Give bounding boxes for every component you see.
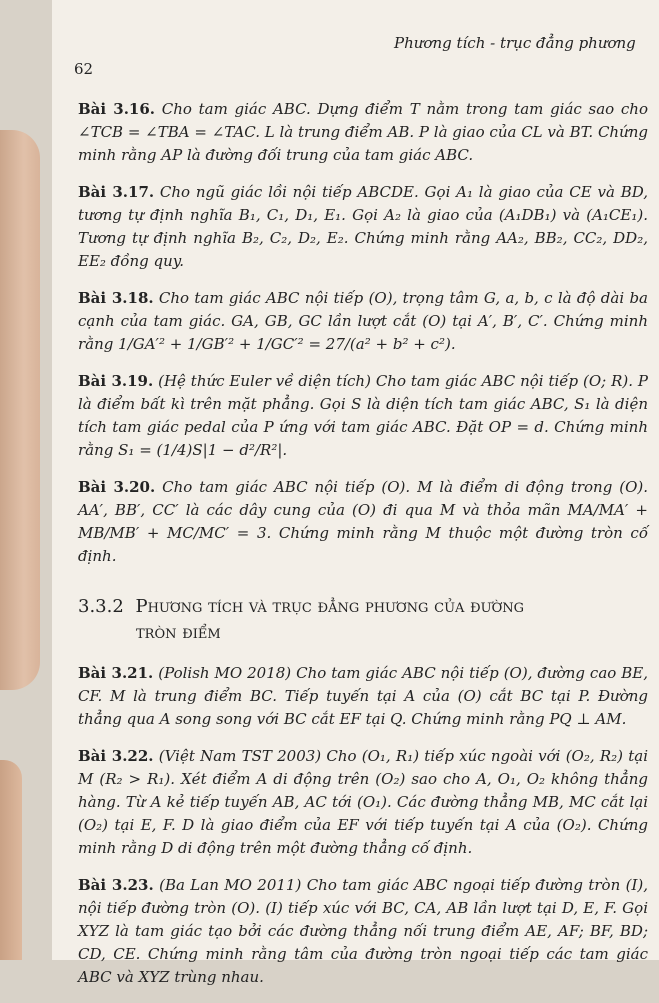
problem-text: (Hệ thức Euler về diện tích) Cho tam giác ABC nội tiếp (O; R). P là điểm bất kì trên mặt phẳng. Gọi S là diện tích tam giác ABC, S₁ là diện tích tam giác pedal của P ứng với tam giác ABC. Đặt OP = d. Chứng minh rằng S₁ = (1/4)S|1 − d²/R²|. (78, 372, 648, 459)
problem-label: Bài 3.20. (78, 478, 156, 496)
problem-3-19 (78, 370, 648, 462)
problem-label: Bài 3.16. (78, 100, 156, 118)
section-number: 3.3.2 (78, 596, 124, 617)
problem-text: Cho tam giác ABC nội tiếp (O), trọng tâm G, a, b, c là độ dài ba cạnh của tam giác. GA, GB, GC lần lượt cắt (O) tại A′, B′, C′. Chứng minh rằng 1/GA′² + 1/GB′² + 1/GC′² = 27/(a² + b² + c²). (78, 289, 648, 353)
problem-label: Bài 3.17. (78, 183, 155, 201)
problem-3-20 (78, 476, 648, 568)
problem-text: (Việt Nam TST 2003) Cho (O₁, R₁) tiếp xúc ngoài với (O₂, R₂) tại M (R₂ > R₁). Xét điểm A di động trên (O₂) sao cho A, O₁, O₂ không thẳng hàng. Từ A kẻ tiếp tuyến AB, AC tới (O₁). Các đường thẳng MB, MC cắt lại (O₂) tại E, F. D là giao điểm của EF với tiếp tuyến tại A của (O₂). Chứng minh rằng D di động trên một đường thẳng cố định. (78, 747, 648, 857)
problem-text: (Polish MO 2018) Cho tam giác ABC nội tiếp (O), đường cao BE, CF. M là trung điểm BC. Tiếp tuyến tại A của (O) cắt BC tại P. Đường thẳng qua A song song với BC cắt EF tại Q. Chứng minh rằng PQ ⊥ AM. (78, 664, 648, 728)
problem-label: Bài 3.21. (78, 664, 154, 682)
problem-3-17 (78, 181, 648, 273)
problem-3-18 (78, 287, 648, 356)
problem-text: Cho tam giác ABC nội tiếp (O). M là điểm di động trong (O). AA′, BB′, CC′ là các dây cung của (O) đi qua M và thỏa mãn MA/MA′ + MB/MB′ + MC/MC′ = 3. Chứng minh rằng M thuộc một đường tròn cố định. (78, 478, 648, 565)
section-title-line1: Phương tích và trục đẳng phương của đường (135, 596, 525, 617)
problem-label: Bài 3.19. (78, 372, 154, 390)
book-page (52, 0, 659, 986)
problem-label: Bài 3.22. (78, 747, 154, 765)
running-header: Phương tích - trục đẳng phương (394, 34, 636, 52)
problem-text: Cho ngũ giác lồi nội tiếp ABCDE. Gọi A₁ là giao của CE và BD, tương tự định nghĩa B₁, C₁, D₁, E₁. Gọi A₂ là giao của (A₁DB₁) và (A₁CE₁). Tương tự định nghĩa B₂, C₂, D₂, E₂. Chứng minh rằng AA₂, BB₂, CC₂, DD₂, EE₂ đồng quy. (78, 183, 648, 270)
problem-3-16 (78, 98, 648, 167)
page-number: 62 (74, 60, 94, 78)
problem-3-22 (78, 745, 648, 860)
problem-label: Bài 3.23. (78, 876, 154, 894)
problem-3-23 (78, 874, 648, 989)
page-body (78, 98, 648, 1003)
problem-3-21 (78, 662, 648, 731)
thumb-holding-page (0, 760, 22, 960)
problem-label: Bài 3.18. (78, 289, 154, 307)
finger-holding-page (0, 130, 40, 690)
problem-text: Cho tam giác ABC. Dựng điểm T nằm trong tam giác sao cho ∠TCB = ∠TBA = ∠TAC. L là trung điểm AB. P là giao của CL và BT. Chứng minh rằng AP là đường đối trung của tam giác ABC. (78, 100, 649, 164)
section-title-line2: tròn điểm (136, 622, 221, 643)
problem-text: (Ba Lan MO 2011) Cho tam giác ABC ngoại tiếp đường tròn (I), nội tiếp đường tròn (O). (I) tiếp xúc với BC, CA, AB lần lượt tại D, E, F. Gọi XYZ là tam giác tạo bởi các đường thẳng nối trung điểm AE, AF; BF, BD; CD, CE. Chứng minh rằng tâm của đường tròn ngoại tiếp các tam giác ABC và XYZ trùng nhau. (78, 876, 649, 986)
section-heading (78, 594, 648, 646)
